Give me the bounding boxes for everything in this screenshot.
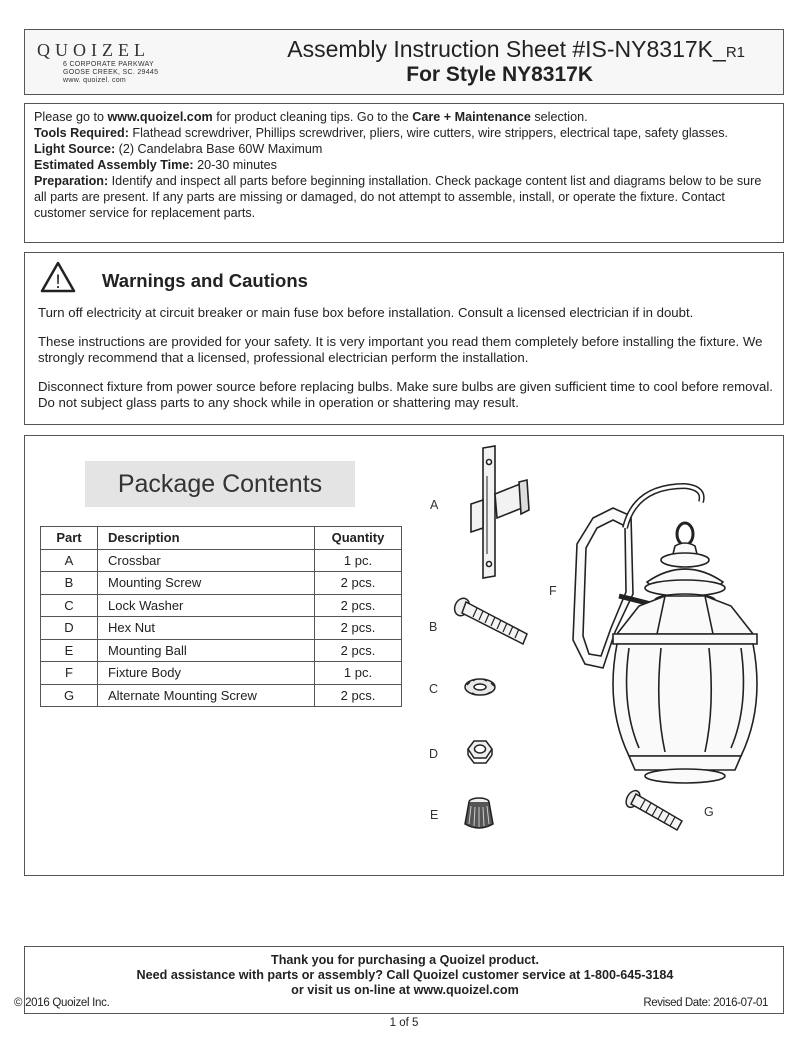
part-cell: D	[41, 617, 98, 640]
alternate-mounting-screw-drawing	[623, 788, 682, 830]
assembly-time: Estimated Assembly Time: 20-30 minutes	[34, 158, 277, 172]
description-cell: Lock Washer	[98, 594, 315, 617]
description-cell: Crossbar	[98, 549, 315, 572]
website-link[interactable]: www.quoizel.com	[107, 110, 213, 124]
description-cell: Mounting Screw	[98, 572, 315, 595]
description-cell: Fixture Body	[98, 662, 315, 685]
diagram-label-c: C	[429, 682, 439, 696]
package-contents-title: Package Contents	[85, 461, 355, 507]
parts-diagram	[25, 436, 783, 875]
light-source: Light Source: (2) Candelabra Base 60W Maximum	[34, 142, 323, 156]
warnings-title: Warnings and Cautions	[102, 270, 308, 291]
part-cell: A	[41, 549, 98, 572]
diagram-label-a: A	[430, 498, 439, 512]
part-cell: C	[41, 594, 98, 617]
column-header: Part	[41, 527, 98, 550]
hex-nut-drawing	[468, 741, 492, 763]
mounting-screw-drawing	[452, 596, 527, 644]
diagram-label-g: G	[704, 805, 714, 819]
warning-triangle-icon	[40, 261, 76, 293]
svg-text:!: !	[55, 272, 61, 293]
description-cell: Hex Nut	[98, 617, 315, 640]
warning-paragraph-1: Turn off electricity at circuit breaker or main fuse box before installation. Consult a licensed electrician if in doubt.	[38, 305, 694, 320]
customer-service-line: Need assistance with parts or assembly? Call Quoizel customer service at 1-800-645-3184	[136, 968, 674, 982]
quantity-cell: 1 pc.	[315, 662, 402, 685]
warnings-section	[24, 252, 784, 425]
document-title: Assembly Instruction Sheet #IS-NY8317K_R1	[287, 36, 745, 62]
part-cell: G	[41, 684, 98, 707]
fixture-body-drawing	[573, 486, 757, 783]
company-website: www. quoizel. com	[63, 77, 127, 84]
title-revision: R1	[725, 44, 745, 61]
style-title: For Style NY8317K	[406, 63, 593, 86]
crossbar-drawing	[471, 446, 529, 578]
diagram-label-b: B	[429, 620, 438, 634]
website-line: or visit us on-line at www.quoizel.com	[291, 983, 519, 997]
quantity-cell: 2 pcs.	[315, 684, 402, 707]
warning-paragraph-3: Disconnect fixture from power source before replacing bulbs. Make sure bulbs are given sufficient time to cool before removal. Do not subject glass parts to any shock while in operation or shattering may result.	[38, 379, 773, 410]
company-logo: QUOIZEL	[37, 40, 150, 60]
quantity-cell: 2 pcs.	[315, 639, 402, 662]
quantity-cell: 2 pcs.	[315, 617, 402, 640]
diagram-label-d: D	[429, 747, 439, 761]
revised-date: Revised Date: 2016-07-01	[643, 997, 768, 1009]
column-header: Quantity	[315, 527, 402, 550]
quantity-cell: 2 pcs.	[315, 594, 402, 617]
info-section	[24, 103, 784, 243]
description-cell: Alternate Mounting Screw	[98, 684, 315, 707]
quantity-cell: 1 pc.	[315, 549, 402, 572]
care-note: Please go to www.quoizel.com for product cleaning tips. Go to the Care + Maintenance selection.	[34, 110, 588, 124]
warning-paragraph-2: These instructions are provided for your safety. It is very important you read them completely before installing the fixture. We strongly recommend that a licensed, professional electrician perform the installation.	[38, 334, 763, 365]
tools-required: Tools Required: Flathead screwdriver, Phillips screwdriver, pliers, wire cutters, wire strippers, electrical tape, safety glasses.	[34, 126, 729, 140]
part-cell: B	[41, 572, 98, 595]
lock-washer-drawing	[465, 679, 495, 695]
mounting-ball-drawing	[465, 798, 493, 828]
part-cell: E	[41, 639, 98, 662]
part-cell: F	[41, 662, 98, 685]
preparation: Preparation: Identify and inspect all parts before beginning installation. Check package content list and diagrams below to be sure all parts are present. If any parts are missing or damaged, do not attempt to assemble, install, or operate the fixture. Contact customer service for replacement parts.	[34, 174, 762, 220]
package-contents-section	[24, 435, 784, 876]
address-line-2: GOOSE CREEK, SC. 29445	[63, 69, 159, 76]
address-line-1: 6 CORPORATE PARKWAY	[63, 61, 155, 68]
page-number: 1 of 5	[389, 1017, 419, 1029]
description-cell: Mounting Ball	[98, 639, 315, 662]
diagram-label-f: F	[549, 584, 557, 598]
diagram-label-e: E	[430, 808, 439, 822]
header	[24, 29, 784, 95]
thank-you-line: Thank you for purchasing a Quoizel product.	[271, 953, 539, 967]
column-header: Description	[98, 527, 315, 550]
quantity-cell: 2 pcs.	[315, 572, 402, 595]
copyright: © 2016 Quoizel Inc.	[14, 997, 110, 1009]
care-section-name: Care + Maintenance	[412, 110, 531, 124]
